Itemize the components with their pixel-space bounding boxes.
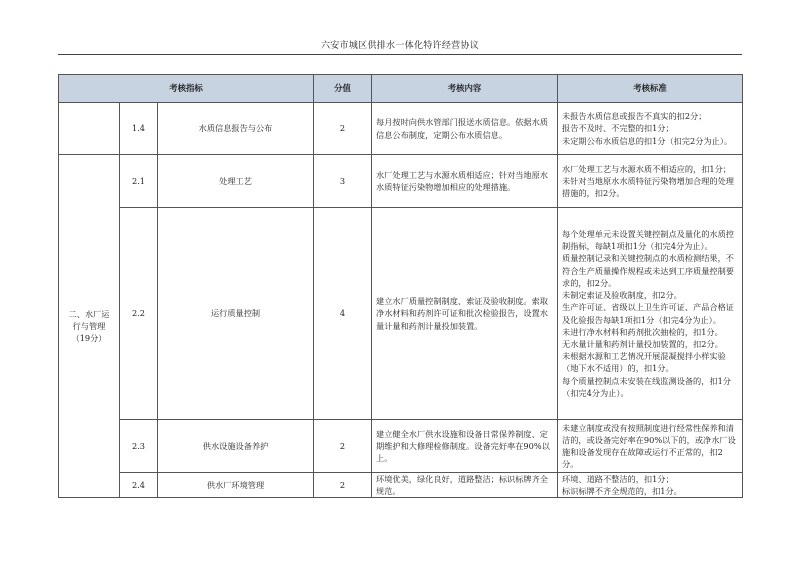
row-name: 处理工艺	[158, 155, 314, 208]
group-cell-empty	[59, 103, 120, 155]
standard-line: 无水量计量和药剂计量投加装置的，扣2分。	[562, 338, 723, 349]
row-standard	[558, 155, 743, 208]
standard-line: 未制定索证及验收制度，扣2分。	[562, 290, 682, 301]
table-row	[59, 420, 743, 473]
group-label-line: 二、水厂运	[68, 308, 110, 319]
group-label-line: （19分）	[71, 333, 107, 344]
row-name: 运行质量控制	[158, 208, 314, 420]
table-row	[59, 155, 743, 208]
row-score: 3	[314, 155, 372, 208]
row-score: 2	[314, 420, 372, 473]
row-content: 环境优美，绿化良好，道路整洁；标识标牌齐全规范。	[372, 473, 558, 498]
standard-line: 标识标牌不齐全规范的，扣1分。	[562, 486, 682, 497]
row-code: 2.1	[120, 155, 158, 208]
standard-line: 每个处理单元未设置关键控制点及量化的水质控制指标，每缺1项扣1分（扣完4分为止）。	[562, 229, 734, 252]
row-code: 2.2	[120, 208, 158, 420]
standard-line: 环境、道路不整洁的，扣1分；	[562, 474, 674, 484]
standard-line: 未建立制度或没有按照制度进行经常性保养和清洁的，或设备完好率在90%以下的，或净水厂设施和设备发现存在故障或运行不正常的，扣2分。	[562, 422, 736, 470]
header-standard: 考核标准	[558, 75, 743, 103]
row-standard	[558, 473, 743, 498]
row-score: 2	[314, 473, 372, 498]
header-score: 分值	[314, 75, 372, 103]
group-label	[59, 155, 120, 498]
row-name: 水质信息报告与公布	[158, 103, 314, 155]
table-header-row	[59, 75, 743, 103]
standard-line: 未报告水质信息或报告不真实的扣2分；	[562, 111, 707, 122]
table-row	[59, 473, 743, 498]
standard-line: 每个质量控制点未安装在线监测设备的，扣1分（扣完4分为止）。	[562, 375, 731, 398]
row-score: 4	[314, 208, 372, 420]
row-code: 2.4	[120, 473, 158, 498]
standard-line: 水厂处理工艺与水源水质不相适应的，扣1分；未针对当地原水水质特征污染物增加合理的处理措施的，扣2分。	[562, 163, 734, 199]
header-rule	[58, 54, 742, 55]
row-standard	[558, 208, 743, 420]
standard-line: 报告不及时、不完整的扣1分；	[562, 123, 674, 134]
standard-line: 未根据水源和工艺情况开展混凝搅拌小样实验（地下水不适用）的，扣1分。	[562, 351, 726, 374]
row-code: 1.4	[120, 103, 158, 155]
table-row	[59, 208, 743, 420]
standard-line: 质量控制记录和关键控制点的水质检测结果，不符合生产质量操作规程或未达到工序质量控制要求的，扣2分。	[562, 253, 734, 288]
row-standard	[558, 420, 743, 473]
row-code: 2.3	[120, 420, 158, 473]
standard-line: 未定期公布水质信息的扣1分（扣完2分为止）。	[562, 135, 733, 146]
row-content: 水厂处理工艺与水源水质相适应；针对当地原水水质特征污染物增加相应的处理措施。	[372, 155, 558, 208]
row-content: 建立水厂质量控制制度、索证及验收制度。索取净水材料和药剂许可证和批次检验报告，设置水量计量和药剂计量投加装置。	[372, 208, 558, 420]
row-name: 供水设施设备养护	[158, 420, 314, 473]
row-standard	[558, 103, 743, 155]
assessment-table	[58, 74, 743, 498]
table-row	[59, 103, 743, 155]
row-name: 供水厂环境管理	[158, 473, 314, 498]
document-header: 六安市城区供排水一体化特许经营协议	[320, 41, 480, 51]
row-content: 每月按时向供水管部门报送水质信息。依据水质信息公布制度，定期公布水质信息。	[372, 103, 558, 155]
row-content: 建立健全水厂供水设施和设备日常保养制度、定期维护和大修理检修制度。设备完好率在90%以上。	[372, 420, 558, 473]
standard-line: 未进行净水材料和药剂批次抽检的，扣1分。	[562, 326, 723, 337]
header-content: 考核内容	[372, 75, 558, 103]
standard-line: 生产许可证、省级以上卫生许可证、产品合格证及化验报告每缺1项扣1分（扣完4分为止）。	[562, 302, 734, 325]
group-label-line: 行与管理	[72, 321, 106, 332]
header-indicator: 考核指标	[59, 75, 314, 103]
row-score: 2	[314, 103, 372, 155]
